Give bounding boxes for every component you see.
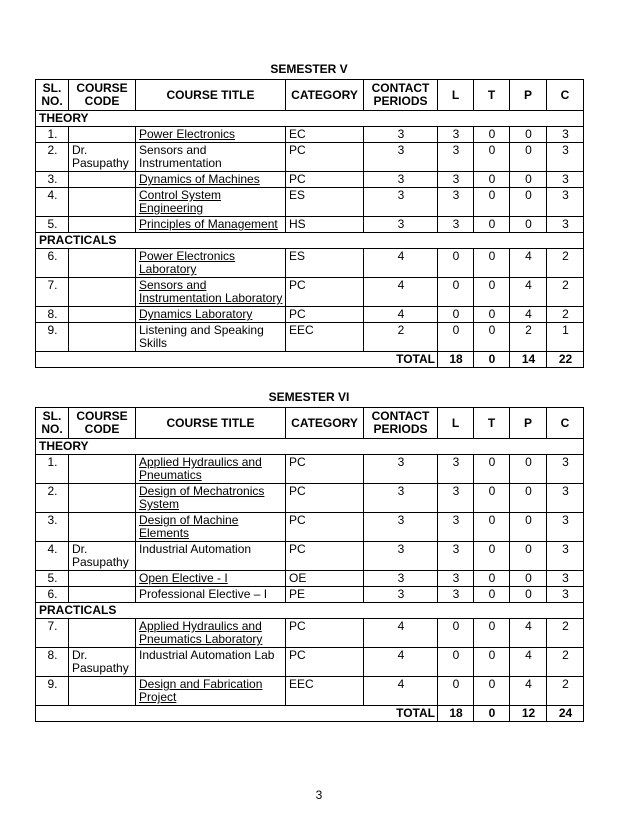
- cell-l: 3: [438, 217, 474, 233]
- cell-p: 0: [510, 172, 547, 188]
- cell-p: 4: [510, 648, 547, 677]
- cell-course-code: [69, 172, 136, 188]
- cell-category: PC: [286, 619, 364, 648]
- column-header-c: C: [547, 80, 584, 111]
- course-title-text: Power Electronics Laboratory: [139, 249, 236, 276]
- cell-sl-no: 6.: [36, 249, 69, 278]
- cell-category: EEC: [286, 323, 364, 352]
- course-row: [36, 587, 584, 603]
- column-header-l: L: [438, 80, 474, 111]
- cell-c: 1: [547, 323, 584, 352]
- cell-category: HS: [286, 217, 364, 233]
- column-header-category: CATEGORY: [286, 408, 364, 439]
- cell-sl-no: 3.: [36, 172, 69, 188]
- cell-c: 2: [547, 648, 584, 677]
- course-title-text: Applied Hydraulics and Pneumatics: [139, 455, 262, 482]
- cell-contact-periods: 3: [364, 455, 438, 484]
- semester-v-rows: [36, 111, 584, 368]
- cell-category: PC: [286, 542, 364, 571]
- column-header-sl-no: SL. NO.: [36, 80, 69, 111]
- cell-c: 3: [547, 513, 584, 542]
- cell-contact-periods: 4: [364, 307, 438, 323]
- course-title-text: Listening and Speaking Skills: [139, 323, 264, 350]
- total-l: 18: [438, 352, 474, 368]
- cell-course-title: [136, 143, 286, 172]
- cell-t: 0: [474, 571, 510, 587]
- cell-course-code: [69, 513, 136, 542]
- cell-l: 3: [438, 143, 474, 172]
- cell-course-code: [69, 619, 136, 648]
- section-row: [36, 111, 584, 127]
- cell-c: 2: [547, 677, 584, 706]
- cell-category: PC: [286, 278, 364, 307]
- cell-l: 0: [438, 677, 474, 706]
- cell-c: 2: [547, 307, 584, 323]
- course-row: [36, 307, 584, 323]
- cell-course-title: [136, 648, 286, 677]
- cell-c: 3: [547, 143, 584, 172]
- cell-contact-periods: 4: [364, 677, 438, 706]
- cell-t: 0: [474, 619, 510, 648]
- cell-contact-periods: 3: [364, 172, 438, 188]
- cell-t: 0: [474, 278, 510, 307]
- cell-category: PC: [286, 484, 364, 513]
- course-title-text: Principles of Management: [139, 217, 278, 231]
- semester-v-table: [35, 79, 584, 368]
- cell-l: 3: [438, 172, 474, 188]
- cell-course-title: [136, 619, 286, 648]
- course-row: [36, 571, 584, 587]
- cell-p: 0: [510, 217, 547, 233]
- cell-l: 3: [438, 571, 474, 587]
- column-header-p: P: [510, 408, 547, 439]
- total-l: 18: [438, 706, 474, 722]
- course-row: [36, 619, 584, 648]
- cell-contact-periods: 2: [364, 323, 438, 352]
- cell-c: 2: [547, 249, 584, 278]
- section-row: [36, 603, 584, 619]
- cell-p: 0: [510, 587, 547, 603]
- column-header-p: P: [510, 80, 547, 111]
- total-t: 0: [474, 352, 510, 368]
- course-title-text: Power Electronics: [139, 127, 236, 141]
- cell-course-title: [136, 278, 286, 307]
- cell-p: 2: [510, 323, 547, 352]
- section-label: PRACTICALS: [36, 233, 584, 249]
- cell-t: 0: [474, 323, 510, 352]
- semester-vi-title: SEMESTER VI: [268, 390, 350, 404]
- cell-l: 3: [438, 127, 474, 143]
- section-row: [36, 439, 584, 455]
- cell-sl-no: 9.: [36, 323, 69, 352]
- cell-l: 0: [438, 619, 474, 648]
- cell-course-code: [69, 571, 136, 587]
- cell-course-code: [69, 455, 136, 484]
- cell-sl-no: 5.: [36, 217, 69, 233]
- cell-sl-no: 2.: [36, 143, 69, 172]
- cell-sl-no: 1.: [36, 127, 69, 143]
- cell-category: EEC: [286, 677, 364, 706]
- column-header-course-code: COURSE CODE: [69, 80, 136, 111]
- cell-p: 4: [510, 307, 547, 323]
- cell-t: 0: [474, 677, 510, 706]
- cell-c: 3: [547, 455, 584, 484]
- cell-c: 3: [547, 571, 584, 587]
- cell-course-code: [69, 249, 136, 278]
- cell-p: 4: [510, 619, 547, 648]
- cell-l: 3: [438, 513, 474, 542]
- course-title-text: Dynamics of Machines: [139, 172, 260, 186]
- column-header-contact-periods: CONTACT PERIODS: [364, 80, 438, 111]
- cell-contact-periods: 3: [364, 217, 438, 233]
- cell-course-title: [136, 542, 286, 571]
- cell-course-code: [69, 307, 136, 323]
- column-header-c: C: [547, 408, 584, 439]
- header-row: [36, 408, 584, 439]
- course-title-text: Design and Fabrication Project: [139, 677, 263, 704]
- course-row: [36, 217, 584, 233]
- page-number: 3: [315, 788, 323, 802]
- cell-sl-no: 1.: [36, 455, 69, 484]
- column-header-course-title: COURSE TITLE: [136, 408, 286, 439]
- cell-c: 3: [547, 542, 584, 571]
- cell-course-code: [69, 484, 136, 513]
- cell-t: 0: [474, 455, 510, 484]
- course-row: [36, 513, 584, 542]
- cell-p: 0: [510, 188, 547, 217]
- cell-course-code: Dr. Pasupathy: [69, 648, 136, 677]
- cell-course-title: [136, 323, 286, 352]
- cell-sl-no: 7.: [36, 619, 69, 648]
- cell-category: PC: [286, 307, 364, 323]
- cell-t: 0: [474, 542, 510, 571]
- course-title-text: Dynamics Laboratory: [139, 307, 253, 321]
- cell-contact-periods: 3: [364, 127, 438, 143]
- cell-contact-periods: 3: [364, 143, 438, 172]
- course-row: [36, 249, 584, 278]
- cell-t: 0: [474, 587, 510, 603]
- cell-t: 0: [474, 143, 510, 172]
- cell-category: OE: [286, 571, 364, 587]
- course-row: [36, 677, 584, 706]
- cell-course-title: [136, 455, 286, 484]
- cell-l: 0: [438, 323, 474, 352]
- cell-p: 4: [510, 677, 547, 706]
- cell-p: 0: [510, 571, 547, 587]
- total-p: 14: [510, 352, 547, 368]
- column-header-category: CATEGORY: [286, 80, 364, 111]
- cell-sl-no: 2.: [36, 484, 69, 513]
- cell-t: 0: [474, 513, 510, 542]
- course-row: [36, 484, 584, 513]
- course-row: [36, 278, 584, 307]
- cell-l: 3: [438, 188, 474, 217]
- cell-sl-no: 4.: [36, 188, 69, 217]
- semester-vi-table: [35, 407, 584, 722]
- section-label: THEORY: [36, 111, 584, 127]
- total-row: [36, 706, 584, 722]
- column-header-sl-no: SL. NO.: [36, 408, 69, 439]
- cell-t: 0: [474, 127, 510, 143]
- course-row: [36, 455, 584, 484]
- cell-course-title: [136, 677, 286, 706]
- cell-category: ES: [286, 249, 364, 278]
- cell-category: PC: [286, 455, 364, 484]
- cell-t: 0: [474, 249, 510, 278]
- column-header-t: T: [474, 80, 510, 111]
- cell-course-title: [136, 513, 286, 542]
- cell-t: 0: [474, 217, 510, 233]
- course-title-text: Open Elective - I: [139, 571, 228, 585]
- cell-sl-no: 4.: [36, 542, 69, 571]
- cell-l: 0: [438, 278, 474, 307]
- semester-v-title: SEMESTER V: [270, 62, 348, 76]
- cell-course-title: [136, 571, 286, 587]
- total-t: 0: [474, 706, 510, 722]
- cell-course-code: [69, 323, 136, 352]
- course-row: [36, 188, 584, 217]
- total-row: [36, 352, 584, 368]
- cell-c: 2: [547, 278, 584, 307]
- cell-course-title: [136, 217, 286, 233]
- cell-l: 0: [438, 648, 474, 677]
- semester-v-block: [35, 62, 638, 368]
- cell-sl-no: 6.: [36, 587, 69, 603]
- course-row: [36, 323, 584, 352]
- cell-category: EC: [286, 127, 364, 143]
- cell-contact-periods: 3: [364, 484, 438, 513]
- cell-contact-periods: 4: [364, 278, 438, 307]
- column-header-course-code: COURSE CODE: [69, 408, 136, 439]
- column-header-l: L: [438, 408, 474, 439]
- cell-sl-no: 8.: [36, 307, 69, 323]
- cell-course-code: [69, 217, 136, 233]
- cell-sl-no: 9.: [36, 677, 69, 706]
- cell-p: 0: [510, 513, 547, 542]
- cell-l: 3: [438, 455, 474, 484]
- header-row: [36, 80, 584, 111]
- cell-category: ES: [286, 188, 364, 217]
- cell-category: PC: [286, 513, 364, 542]
- course-row: [36, 542, 584, 571]
- section-label: PRACTICALS: [36, 603, 584, 619]
- course-title-text: Control System Engineering: [139, 188, 222, 215]
- total-label: TOTAL: [36, 706, 438, 722]
- cell-course-title: [136, 307, 286, 323]
- cell-l: 0: [438, 249, 474, 278]
- cell-contact-periods: 3: [364, 571, 438, 587]
- course-title-text: Professional Elective – I: [139, 587, 268, 601]
- cell-p: 0: [510, 484, 547, 513]
- cell-p: 0: [510, 542, 547, 571]
- cell-c: 3: [547, 127, 584, 143]
- total-c: 24: [547, 706, 584, 722]
- cell-l: 3: [438, 587, 474, 603]
- course-title-text: Applied Hydraulics and Pneumatics Laboratory: [139, 619, 263, 646]
- cell-contact-periods: 4: [364, 648, 438, 677]
- cell-category: PE: [286, 587, 364, 603]
- course-title-text: Sensors and Instrumentation: [139, 143, 222, 170]
- cell-course-title: [136, 188, 286, 217]
- cell-contact-periods: 3: [364, 542, 438, 571]
- cell-t: 0: [474, 307, 510, 323]
- cell-course-code: [69, 278, 136, 307]
- cell-t: 0: [474, 172, 510, 188]
- course-row: [36, 143, 584, 172]
- cell-course-title: [136, 249, 286, 278]
- section-row: [36, 233, 584, 249]
- cell-p: 4: [510, 249, 547, 278]
- course-title-text: Design of Machine Elements: [139, 513, 239, 540]
- cell-contact-periods: 4: [364, 619, 438, 648]
- cell-category: PC: [286, 172, 364, 188]
- cell-sl-no: 3.: [36, 513, 69, 542]
- cell-category: PC: [286, 648, 364, 677]
- cell-p: 0: [510, 143, 547, 172]
- cell-course-title: [136, 484, 286, 513]
- cell-c: 3: [547, 484, 584, 513]
- cell-p: 4: [510, 278, 547, 307]
- course-row: [36, 172, 584, 188]
- cell-course-code: Dr. Pasupathy: [69, 542, 136, 571]
- cell-c: 3: [547, 188, 584, 217]
- cell-c: 3: [547, 172, 584, 188]
- semester-vi-rows: [36, 439, 584, 722]
- cell-sl-no: 7.: [36, 278, 69, 307]
- column-header-t: T: [474, 408, 510, 439]
- course-title-text: Industrial Automation: [139, 542, 252, 556]
- cell-p: 0: [510, 127, 547, 143]
- total-label: TOTAL: [36, 352, 438, 368]
- column-header-course-title: COURSE TITLE: [136, 80, 286, 111]
- cell-course-code: [69, 188, 136, 217]
- cell-category: PC: [286, 143, 364, 172]
- section-label: THEORY: [36, 439, 584, 455]
- cell-contact-periods: 4: [364, 249, 438, 278]
- semester-vi-block: [35, 390, 638, 722]
- cell-l: 0: [438, 307, 474, 323]
- cell-course-code: [69, 677, 136, 706]
- total-p: 12: [510, 706, 547, 722]
- cell-contact-periods: 3: [364, 513, 438, 542]
- cell-contact-periods: 3: [364, 188, 438, 217]
- cell-p: 0: [510, 455, 547, 484]
- total-c: 22: [547, 352, 584, 368]
- cell-course-code: [69, 587, 136, 603]
- cell-course-code: [69, 127, 136, 143]
- cell-course-title: [136, 587, 286, 603]
- cell-sl-no: 8.: [36, 648, 69, 677]
- course-row: [36, 127, 584, 143]
- cell-t: 0: [474, 648, 510, 677]
- cell-sl-no: 5.: [36, 571, 69, 587]
- cell-course-title: [136, 127, 286, 143]
- cell-t: 0: [474, 484, 510, 513]
- course-title-text: Industrial Automation Lab: [139, 648, 275, 662]
- column-header-contact-periods: CONTACT PERIODS: [364, 408, 438, 439]
- course-title-text: Sensors and Instrumentation Laboratory: [139, 278, 283, 305]
- cell-c: 3: [547, 217, 584, 233]
- course-row: [36, 648, 584, 677]
- course-title-text: Design of Mechatronics System: [139, 484, 265, 511]
- cell-t: 0: [474, 188, 510, 217]
- cell-course-title: [136, 172, 286, 188]
- cell-c: 2: [547, 619, 584, 648]
- cell-l: 3: [438, 542, 474, 571]
- cell-course-code: Dr. Pasupathy: [69, 143, 136, 172]
- cell-contact-periods: 3: [364, 587, 438, 603]
- cell-c: 3: [547, 587, 584, 603]
- cell-l: 3: [438, 484, 474, 513]
